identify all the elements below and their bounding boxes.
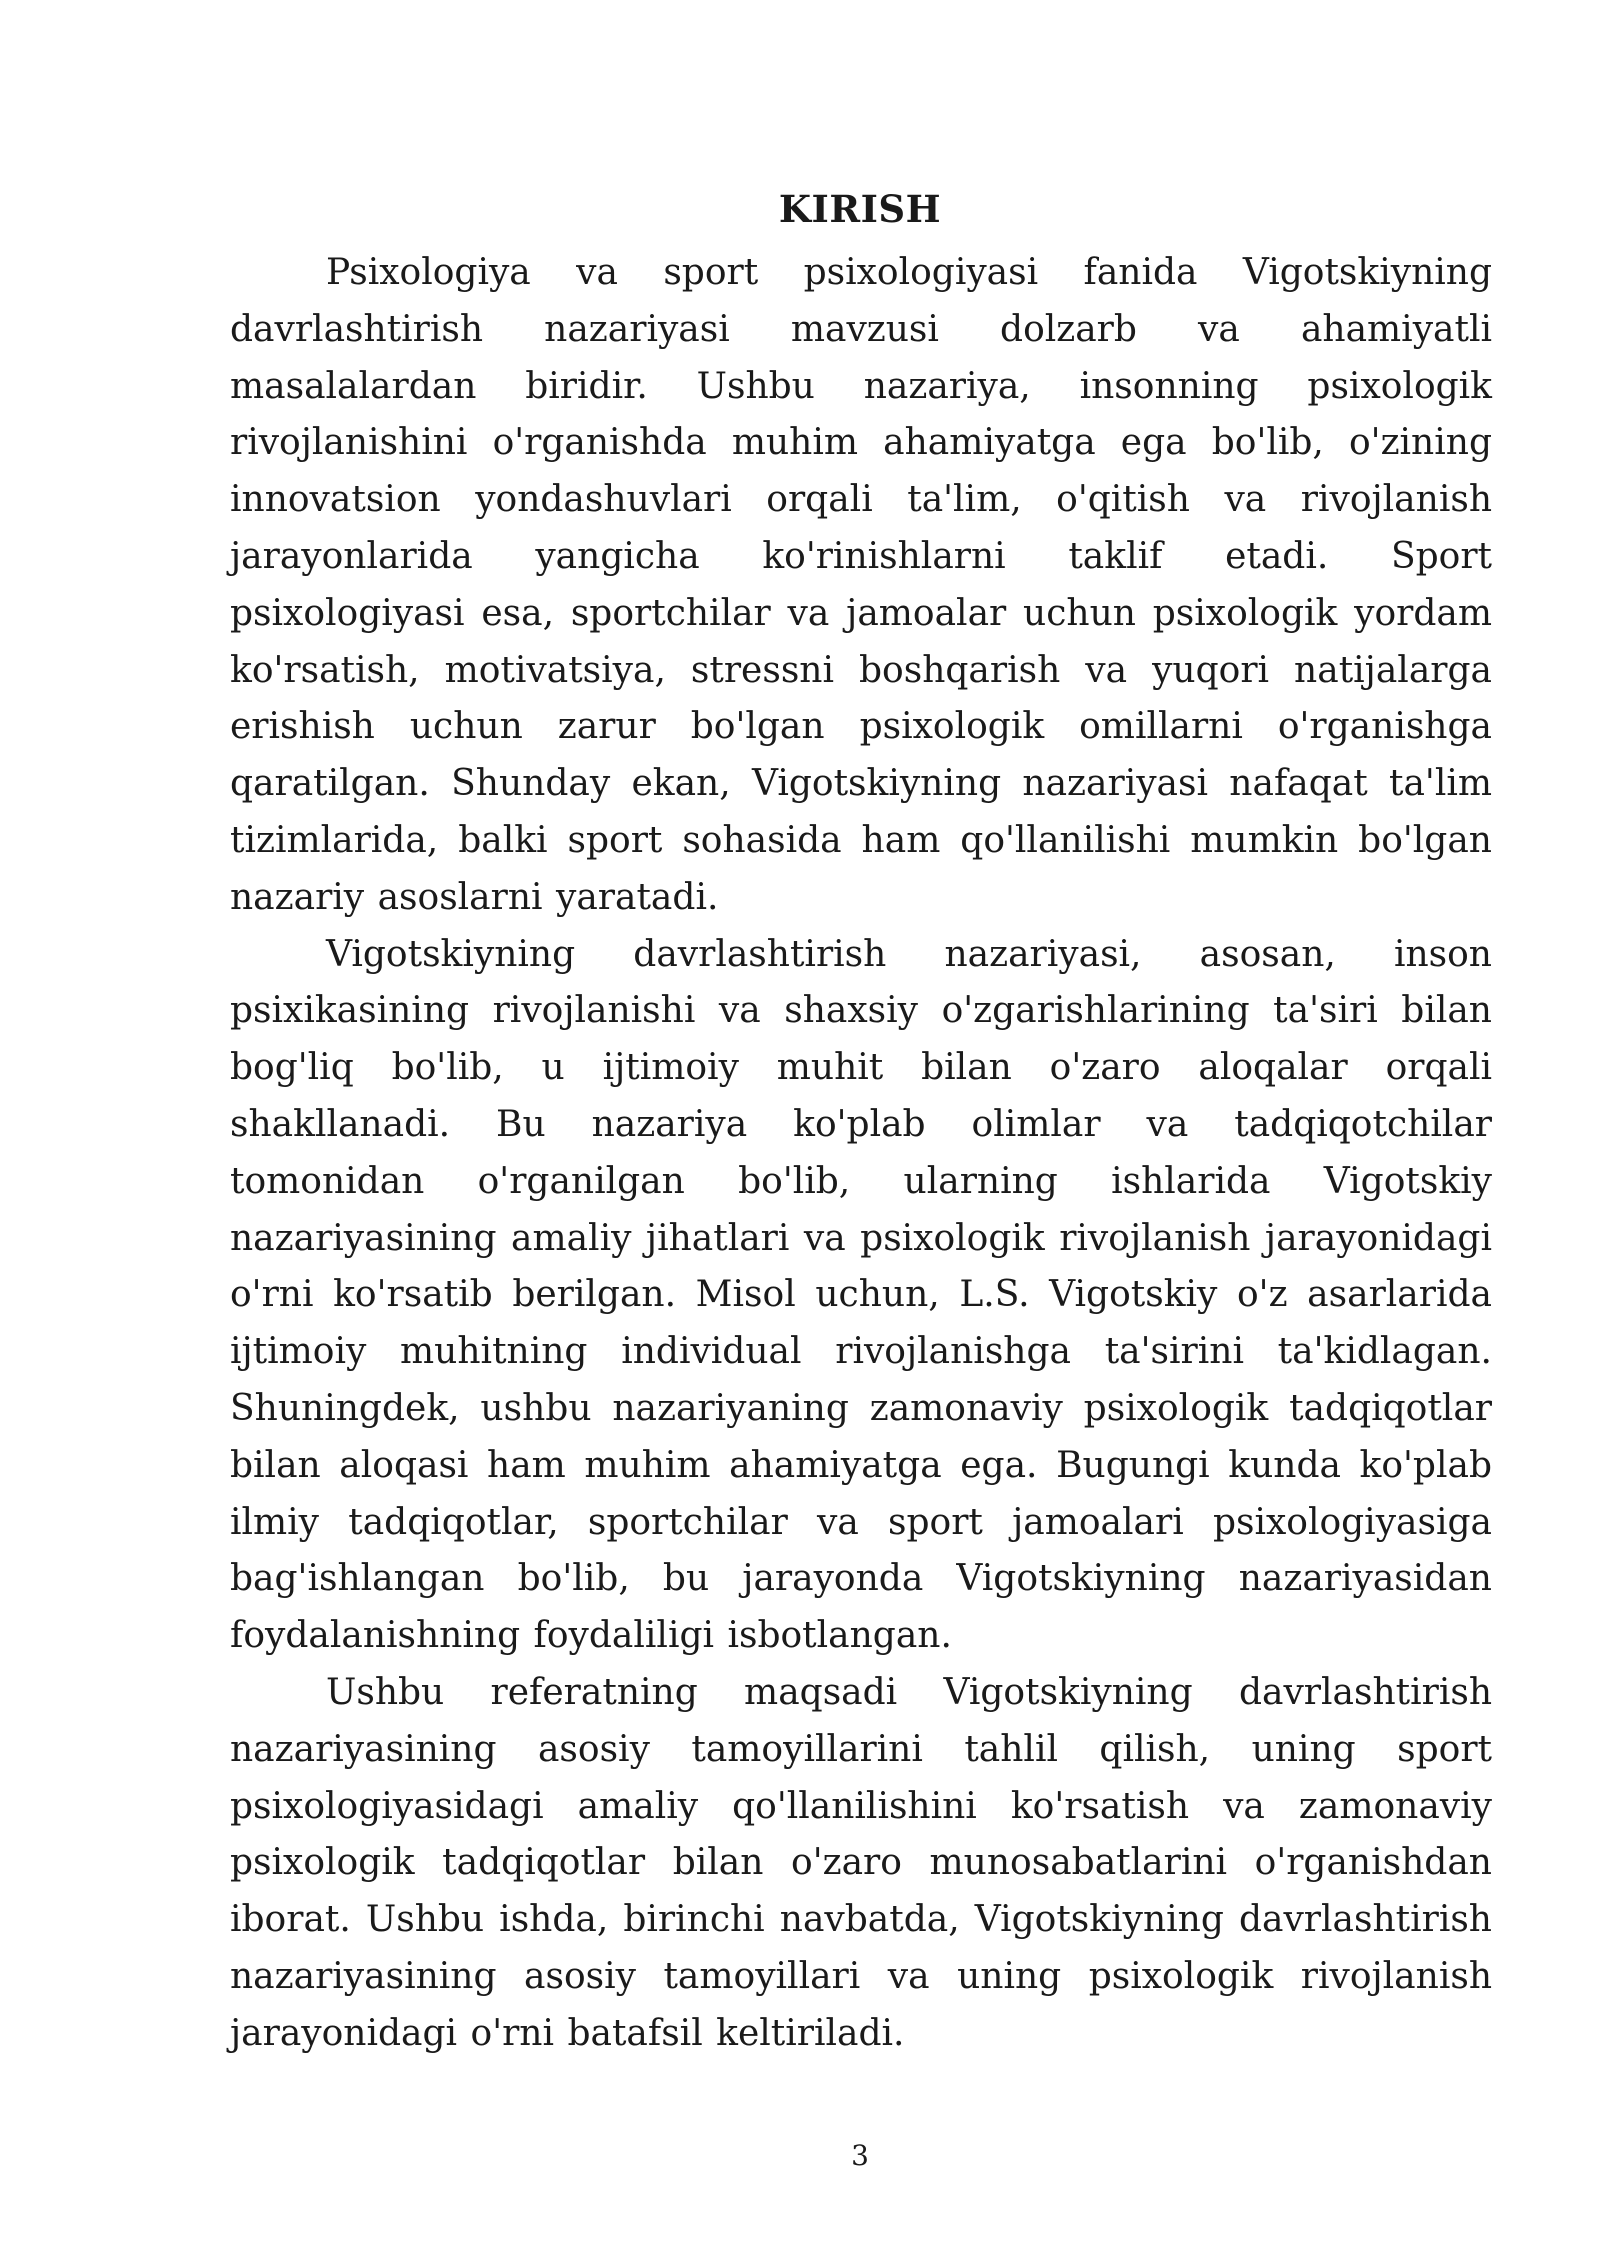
paragraph-3: Ushbu referatning maqsadi Vigotskiyning davrlashtirish nazariyasining asosiy tamoyillarini tahlil qilish, uning sport psixologiyasidagi amaliy qo'llanilishini ko'rsatish va zamonaviy psixologik tadqiqotlar bilan o'zaro munosabatlarini o'rganishdan iborat. Ushbu ishda, birinchi navbatda, Vigotskiyning davrlashtirish nazariyasining asosiy tamoyillari va uning psixologik rivojlanish jarayonidagi o'rni batafsil keltiriladi. — [230, 1671, 1492, 2054]
page-number: 3 — [851, 2139, 869, 2172]
paragraph-1: Psixologiya va sport psixologiyasi fanida Vigotskiyning davrlashtirish nazariyasi mavzusi dolzarb va ahamiyatli masalalardan biridir. Ushbu nazariya, insonning psixologik rivojlanishini o'rganishda muhim ahamiyatga ega bo'lib, o'zining innovatsion yondashuvlari orqali ta'lim, o'qitish va rivojlanish jarayonlarida yangicha ko'rinishlarni taklif etadi. Sport psixologiyasi esa, sportchilar va jamoalar uchun psixologik yordam ko'rsatish, motivatsiya, stressni boshqarish va yuqori natijalarga erishish uchun zarur bo'lgan psixologik omillarni o'rganishga qaratilgan. Shunday ekan, Vigotskiyning nazariyasi nafaqat ta'lim tizimlarida, balki sport sohasida ham qo'llanilishi mumkin bo'lgan nazariy asoslarni yaratadi. — [230, 252, 1492, 918]
page-title: KIRISH — [778, 186, 942, 231]
paragraph-2: Vigotskiyning davrlashtirish nazariyasi, asosan, inson psixikasining rivojlanishi va shaxsiy o'zgarishlarining ta'siri bilan bog'liq bo'lib, u ijtimoiy muhit bilan o'zaro aloqalar orqali shakllanadi. Bu nazariya ko'plab olimlar va tadqiqotchilar tomonidan o'rganilgan bo'lib, ularning ishlarida Vigotskiy nazariyasining amaliy jihatlari va psixologik rivojlanish jarayonidagi o'rni ko'rsatib berilgan. Misol uchun, L.S. Vigotskiy o'z asarlarida ijtimoiy muhitning individual rivojlanishga ta'sirini ta'kidlagan. Shuningdek, ushbu nazariyaning zamonaviy psixologik tadqiqotlar bilan aloqasi ham muhim ahamiyatga ega. Bugungi kunda ko'plab ilmiy tadqiqotlar, sportchilar va sport jamoalari psixologiyasiga bag'ishlangan bo'lib, bu jarayonda Vigotskiyning nazariyasidan foydalanishning foydaliligi isbotlangan. — [230, 933, 1492, 1657]
body-text — [230, 245, 1492, 2063]
